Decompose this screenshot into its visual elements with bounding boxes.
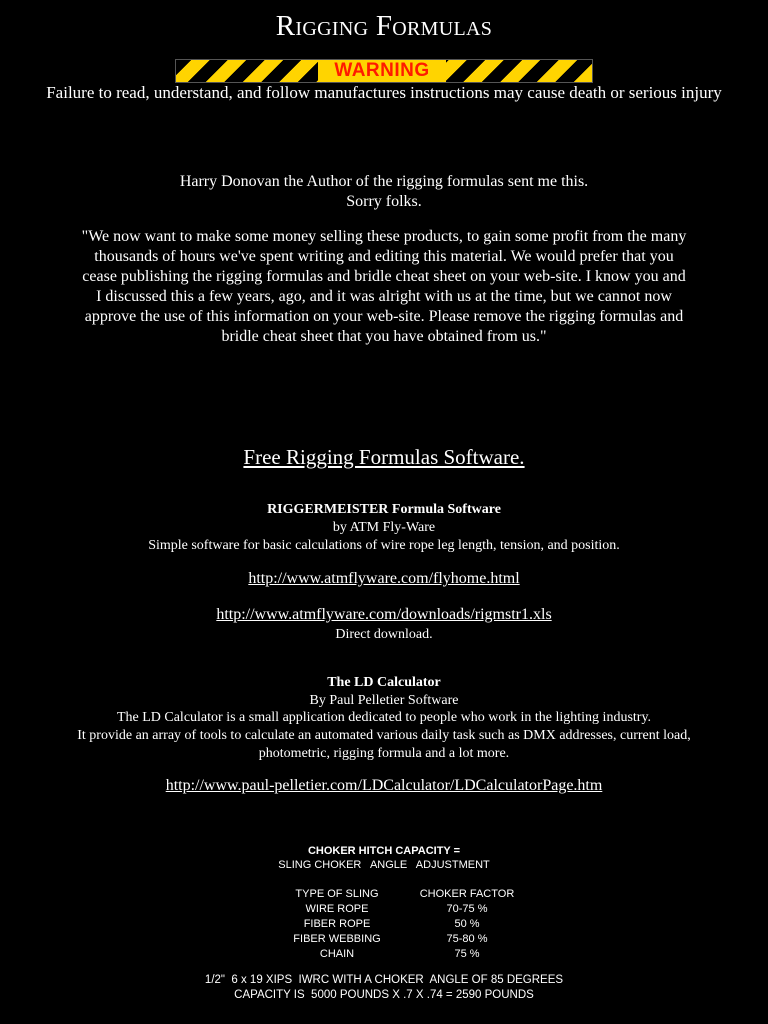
riggermeister-author: by ATM Fly-Ware: [332, 520, 436, 535]
choker-factor: 75 %: [454, 948, 480, 960]
choker-factor: 50 %: [454, 918, 480, 930]
ld-calculator-author: By Paul Pelletier Software: [309, 693, 459, 708]
choker-table-header: [272, 887, 532, 902]
choker-header-sling: TYPE OF SLING: [295, 888, 379, 900]
notice-line-2: Sorry folks.: [346, 193, 422, 210]
table-row: [272, 947, 532, 962]
ld-calculator-description-2: It provide an array of tools to calculate an automated various daily task such as DMX addresses, current load, photometric, rigging formula and a lot more.: [77, 728, 691, 761]
choker-sling-type: CHAIN: [319, 948, 355, 960]
riggermeister-description: Simple software for basic calculations of wire rope leg length, tension, and position.: [148, 538, 620, 553]
notice-quote: "We now want to make some money selling these products, to gain some profit from the many thousands of hours we've spent writing and editing this material. We would prefer that you cease publishing the rigging formulas and bridle cheat sheet on your web-site. I know you and I discussed this a few years, ago, and it was alright with us at the time, but we cannot now approve the use of this information on your web-site. Please remove the rigging formulas and bridle cheat sheet that you have obtained from us.": [81, 228, 687, 345]
software-heading: Free Rigging Formulas Software.: [243, 445, 525, 469]
choker-table: [272, 887, 532, 962]
riggermeister-title: RIGGERMEISTER Formula Software: [267, 502, 501, 517]
riggermeister-download-link[interactable]: http://www.atmflyware.com/downloads/rigmstr1.xls: [216, 606, 552, 623]
ld-calculator-title: The LD Calculator: [327, 675, 441, 690]
page-title: Rigging Formulas: [275, 10, 493, 42]
choker-sling-type: FIBER ROPE: [303, 918, 371, 930]
table-row: [272, 917, 532, 932]
choker-title: CHOKER HITCH CAPACITY =: [307, 845, 461, 857]
table-row: [272, 932, 532, 947]
choker-header-factor: CHOKER FACTOR: [419, 888, 515, 900]
ld-calculator-description-1: The LD Calculator is a small application dedicated to people who work in the lighting industry.: [116, 710, 652, 725]
choker-sling-type: WIRE ROPE: [305, 903, 369, 915]
choker-subtitle: SLING CHOKER ANGLE ADJUSTMENT: [278, 859, 490, 871]
choker-factor: 75-80 %: [446, 933, 488, 945]
notice-line-1: Harry Donovan the Author of the rigging formulas sent me this.: [179, 173, 589, 190]
riggermeister-home-link[interactable]: http://www.atmflyware.com/flyhome.html: [248, 570, 520, 587]
choker-factor: 70-75 %: [446, 903, 488, 915]
warning-banner-label: WARNING: [318, 60, 446, 82]
ld-calculator-link[interactable]: http://www.paul-pelletier.com/LDCalculator/LDCalculatorPage.htm: [165, 777, 603, 794]
table-row: [272, 902, 532, 917]
choker-example-line-1: 1/2" 6 x 19 XIPS IWRC WITH A CHOKER ANGLE OF 85 DEGREES: [204, 974, 564, 986]
choker-sling-type: FIBER WEBBING: [293, 933, 381, 945]
warning-text: Failure to read, understand, and follow manufactures instructions may cause death or serious injury: [46, 83, 722, 102]
choker-example-line-2: CAPACITY IS 5000 POUNDS X .7 X .74 = 2590 POUNDS: [234, 989, 534, 1001]
riggermeister-download-note: Direct download.: [335, 627, 433, 642]
warning-banner: [175, 59, 593, 83]
